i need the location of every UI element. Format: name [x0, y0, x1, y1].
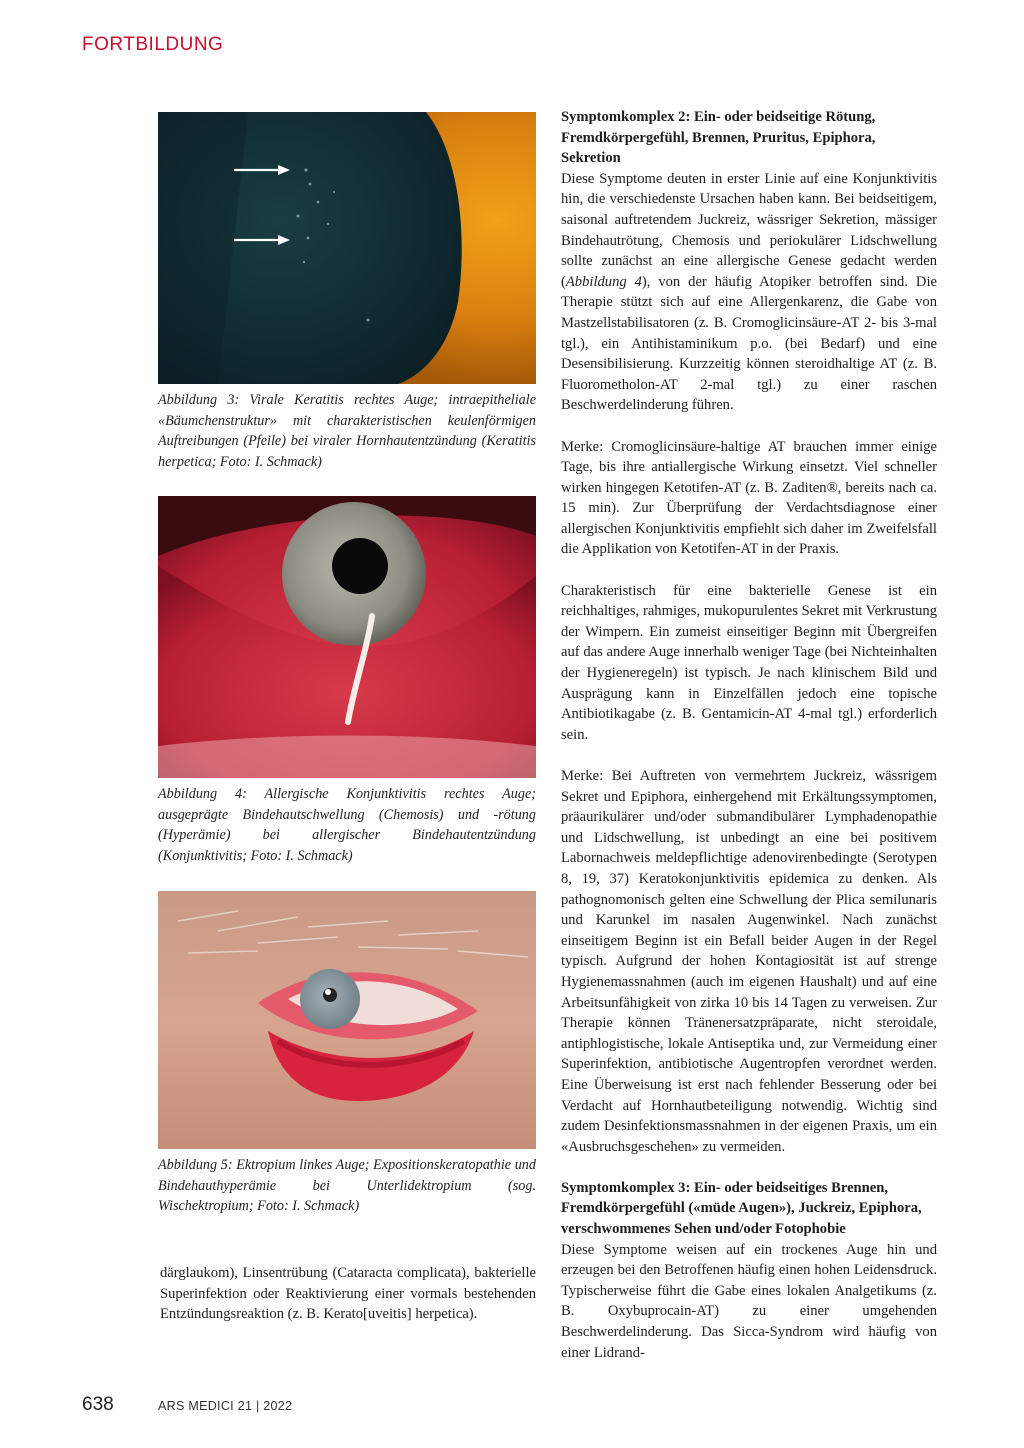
- heading-symptomkomplex-3: Symptomkomplex 3: Ein- oder beidseitiges Brennen, Fremdkörpergefühl («müde Augen»), Juckreiz, Epiphora, verschwommenes Sehen und/oder Fotophobie: [561, 1179, 922, 1238]
- figure-5-photo: [158, 891, 536, 1149]
- page-number: 638: [82, 1394, 114, 1415]
- figure-3-caption: Abbildung 3: Virale Keratitis rechtes Auge; intraepitheliale «Bäumchenstruktur» mit charakteristischen keulenförmigen Auftreibungen (Pfeile) bei viraler Hornhautentzündung (Keratitis herpetica; Foto: I. Schmack): [158, 392, 536, 470]
- paragraph-5: Diese Symptome weisen auf ein trockenes Auge hin und erzeugen bei den Betroffenen häufig einen hohen Leidensdruck. Typischerweise führt die Gabe eines lokalen Analgetikums (z. B. Oxybuprocain-AT) zu einer umgehenden Beschwerdelinderung. Das Sicca-Syndrom wird häufig von einer Lidrand-: [561, 1241, 937, 1361]
- paragraph-3: Charakteristisch für eine bakterielle Genese ist ein reichhaltiges, rahmiges, mukopurulentes Sekret mit Verkrustung der Wimpern. Ein zumeist einseitiger Beginn mit Übergreifen auf das andere Auge innerhalb weniger Tage (bei Nichteinhalten der Hygieneregeln) ist typisch. Je nach klinischem Bild und Ausprägung kann in Einzelfällen jedoch eine topische Antibiotikagabe (z. B. Gentamicin-AT 4-mal tgl.) erforderlich sein.: [561, 582, 937, 743]
- paragraph-2: Merke: Cromoglicinsäure-haltige AT brauchen immer einige Tage, bis ihre antiallergische Wirkung einsetzt. Viel schneller wirken hingegen Ketotifen-AT (z. B. Zaditen®, bereits nach ca. 15 min). Zur Überprüfung der Verdachtsdiagnose einer allergischen Konjunktivitis empfiehlt sich daher im Zweifelsfall die Applikation von Ketotifen-AT in der Praxis.: [561, 438, 937, 558]
- right-column: [561, 107, 937, 1363]
- figure-4: [158, 496, 536, 866]
- figure-4-photo: [158, 496, 536, 778]
- figure-3-photo: [158, 112, 536, 384]
- figure-5: [158, 891, 536, 1217]
- figure-reference: Abbildung 4: [565, 273, 642, 290]
- heading-symptomkomplex-2: Symptomkomplex 2: Ein- oder beidseitige Rötung, Fremdkörpergefühl, Brennen, Pruritus, Epiphora, Sekretion: [561, 109, 876, 167]
- figure-3: [158, 112, 536, 472]
- figure-5-caption: Abbildung 5: Ektropium linkes Auge; Expositionskeratopathie und Bindehauthyperämie bei Unterlidektropium (sog. Wischektropium; Foto: I. Schmack): [158, 1157, 536, 1215]
- figure-4-caption: Abbildung 4: Allergische Konjunktivitis rechtes Auge; ausgeprägte Bindehautschwellung (Chemosis) und -rötung (Hyperämie) bei allergischer Bindehautentzündung (Konjunktivitis; Foto: I. Schmack): [158, 786, 536, 864]
- journal-issue: ARS MEDICI 21 | 2022: [158, 1399, 293, 1413]
- paragraph-4: Merke: Bei Auftreten von vermehrtem Juckreiz, wässrigem Sekret und Epiphora, einhergehend mit Erkältungssymptomen, präaurikulärer und/oder submandibulärer Lymphadenopathie und Lidschwellung, ist unbedingt an eine bei positivem Labornachweis meldepflichtige adenovirenbedingte (Serotypen 8, 19, 37) Keratokonjunktivitis epidemica zu denken. Als pathognomonisch gelten eine Schwellung der Plica semilunaris und Karunkel im nasalen Augenwinkel. Nach zunächst einseitigem Beginn ist ein Befall beider Augen in der Regel typisch. Aufgrund der hohen Kontagiosität ist auf strenge Hygienemassnahmen (auch im eigenen Haushalt) und auf eine Arbeitsunfähigkeit von zirka 10 bis 14 Tagen zu verweisen. Zur Therapie können Tränenersatzpräparate, nicht steroidale, antiphlogistische, lokale Antiseptika und, zur Vermeidung einer Superinfektion, antibiotische Augentropfen verordnet werden. Eine Überweisung ist erst nach fehlender Besserung oder bei Verdacht auf Hornhautbeteiligung notwendig. Wichtig sind zudem Desinfektionsmassnahmen in der eigenen Praxis, um ein «Ausbruchsgeschehen» zu vermeiden.: [561, 768, 937, 1155]
- paragraph-1: Diese Symptome deuten in erster Linie auf eine Konjunktivitis hin, die verschiedenste Ursachen haben kann. Bei beidseitigem, saisonal auftretendem Juckreiz, wässriger Sekretion, mässiger Bindehautrötung, Chemosis und periokulärer Lidschwellung sollte zunächst an eine allergische Genese gedacht werden (Abbildung 4), von der häufig Atopiker betroffen sind. Die Therapie stützt sich auf eine Allergenkarenz, die Gabe von Mastzellstabilisatoren (z. B. Cromoglicinsäure-AT 2- bis 3-mal tgl.), ein Antihistaminikum p.o. (bei Bedarf) und eine Desensibilisierung. Kurzzeitig können steroidhaltige AT (z. B. Fluorometholon-AT 2-mal tgl.) zu einer raschen Beschwerdelinderung führen.: [561, 170, 937, 414]
- section-label: FORTBILDUNG: [82, 34, 224, 55]
- left-column-text: därglaukom), Linsentrübung (Cataracta complicata), bakterielle Superinfektion oder Reaktivierung einer vormals bestehenden Entzündungsreaktion (z. B. Kerato[uveitis] herpetica).: [160, 1265, 536, 1323]
